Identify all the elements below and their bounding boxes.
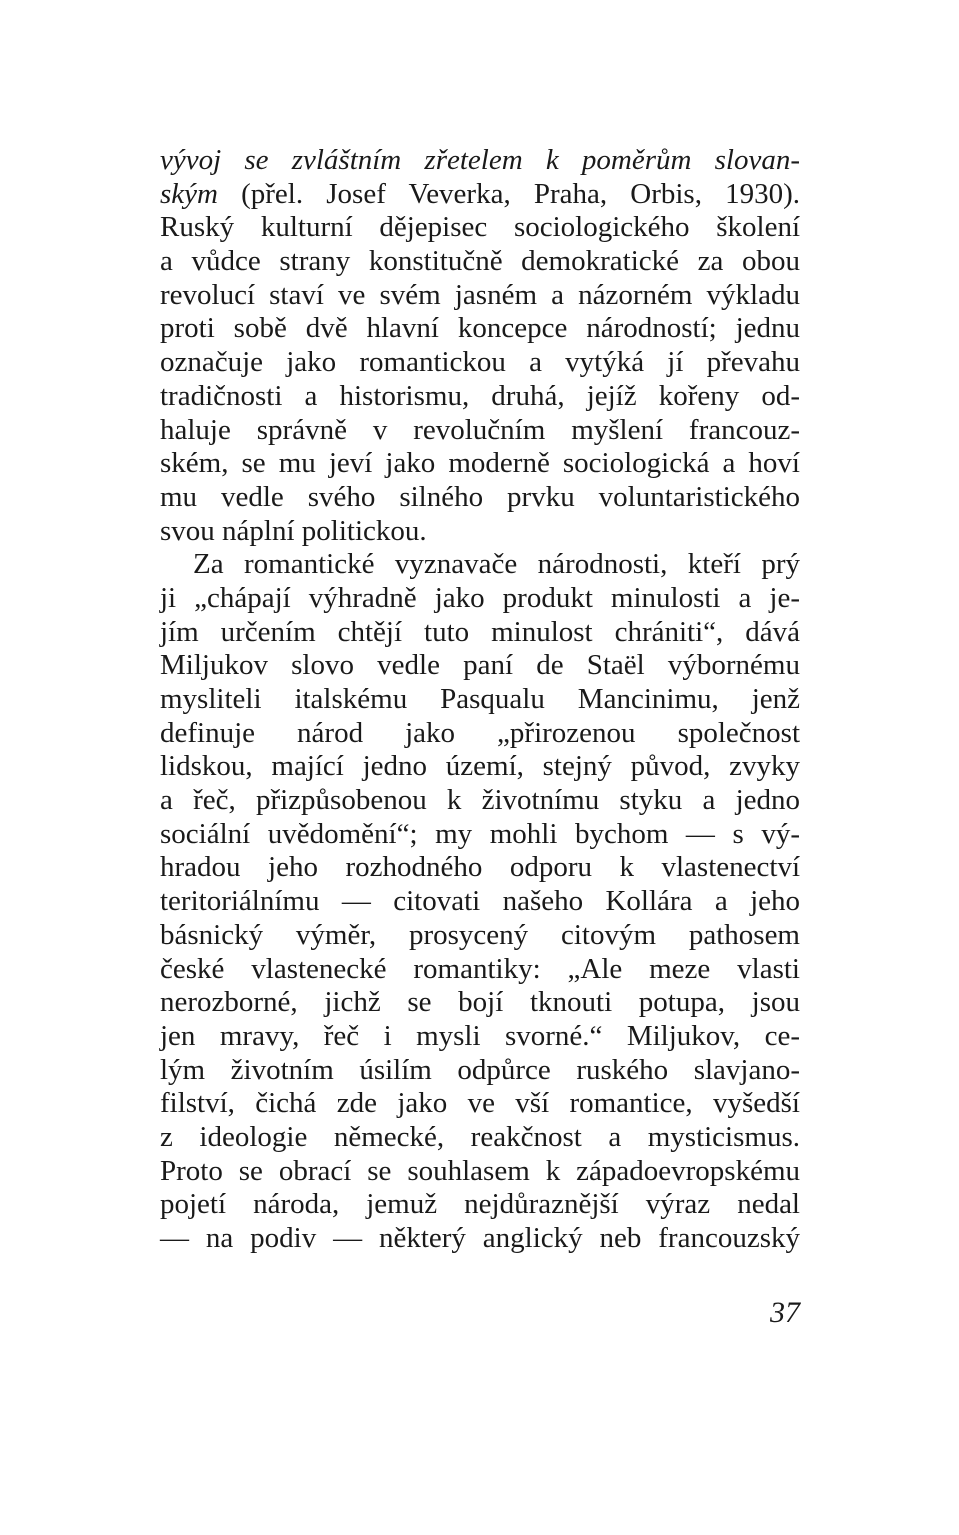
text-run: (přel. Josef Veverka, Praha, Orbis, 1930). [217, 177, 800, 210]
text-line: a vůdce strany konstitučně demokratické za obou [160, 245, 800, 278]
text-line: hradou jeho rozhodného odporu k vlastenectví [160, 851, 800, 884]
text-line: lidskou, mající jedno území, stejný původ, zvyky [160, 750, 800, 783]
text-line: tradičnosti a historismu, druhá, jejíž kořeny od- [160, 379, 800, 412]
text-line: definuje národ jako „přirozenou společnost [160, 716, 800, 749]
page-text-block [160, 144, 800, 1256]
text-line: ji „chápají výhradně jako produkt minulosti a je- [160, 581, 800, 614]
text-line: a řeč, přizpůsobenou k životnímu styku a jedno [160, 784, 800, 817]
text-line: sociální uvědomění“; my mohli bychom — s vý- [160, 817, 800, 850]
text-line: Proto se obrací se souhlasem k západoevropskému [160, 1154, 800, 1187]
text-line-paragraph-end: svou náplní politickou. [160, 514, 427, 547]
text-line-paragraph-start: Za romantické vyznavače národnosti, kteří prý [193, 548, 800, 581]
text-line [160, 178, 800, 212]
text-line: teritoriálnímu — citovati našeho Kollára a jeho [160, 885, 800, 918]
text-line: haluje správně v revolučním myšlení francouz- [160, 413, 800, 446]
text-line: proti sobě dvě hlavní koncepce národností; jednu [160, 312, 800, 345]
text-line: jen mravy, řeč i mysli svorné.“ Miljukov, ce- [160, 1019, 800, 1052]
text-line: pojetí národa, jemuž nejdůraznější výraz nedal [160, 1188, 800, 1221]
text-line: Miljukov slovo vedle paní de Staël výbornému [160, 649, 800, 682]
text-line: lým životním úsilím odpůrce ruského slavjano- [160, 1053, 800, 1086]
text-line: nerozborné, jichž se bojí tknouti potupa, jsou [160, 986, 800, 1019]
italic-title-fragment: vývoj se zvláštním zřetelem k poměrům slovan- [160, 144, 800, 176]
text-line: revolucí staví ve svém jasném a názorném výkladu [160, 278, 800, 311]
italic-title-fragment: ským [160, 177, 218, 210]
text-line: Ruský kulturní dějepisec sociologického školení [160, 211, 800, 244]
text-line: mu vedle svého silného prvku voluntaristického [160, 480, 800, 513]
text-line: — na podiv — některý anglický neb francouzský [160, 1222, 800, 1254]
text-line: z ideologie německé, reakčnost a mysticismus. [160, 1120, 800, 1153]
text-line: označuje jako romantickou a vytýká jí převahu [160, 346, 800, 379]
page-number: 37 [770, 1296, 800, 1329]
text-line [160, 144, 800, 178]
text-line: mysliteli italskému Pasqualu Mancinimu, jenž [160, 683, 800, 715]
text-line: filství, čichá zde jako ve vší romantice, vyšedší [160, 1087, 800, 1120]
text-line: české vlastenecké romantiky: „Ale meze vlasti [160, 952, 800, 985]
text-line: básnický výměr, prosycený citovým pathosem [160, 918, 800, 951]
text-line: jím určením chtějí tuto minulost chrániti“, dává [160, 615, 800, 648]
text-line: ském, se mu jeví jako moderně sociologická a hoví [160, 447, 800, 480]
